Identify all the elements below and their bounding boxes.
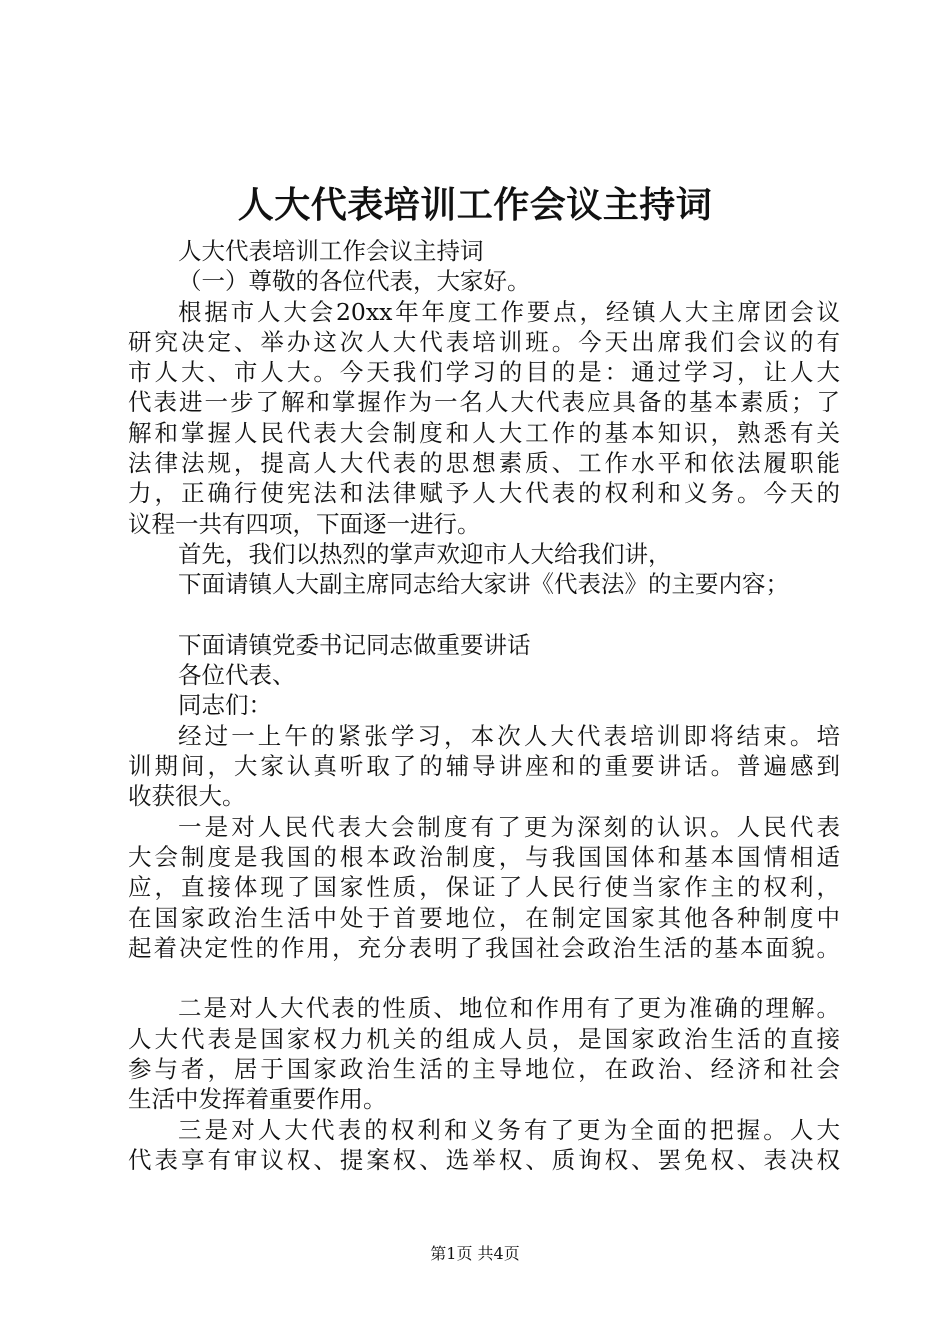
body-line: 大会制度是我国的根本政治制度，与我国国体和基本国情相适 [128, 842, 840, 871]
body-line: （一）尊敬的各位代表，大家好。 [178, 267, 531, 296]
body-line: 一是对人民代表大会制度有了更为深刻的认识。人民代表 [178, 812, 840, 841]
body-line: 人大代表培训工作会议主持词 [178, 237, 484, 265]
body-line: 各位代表、 [178, 661, 296, 690]
body-line: 首先，我们以热烈的掌声欢迎市人大给我们讲， [178, 539, 672, 568]
body-line: 下面请镇人大副主席同志给大家讲《代表法》的主要内容； [178, 570, 789, 599]
body-line: 应，直接体现了国家性质，保证了人民行使当家作主的权利， [128, 873, 840, 902]
body-line: 三是对人大代表的权利和义务有了更为全面的把握。人大 [178, 1115, 840, 1144]
body-line: 根据市人大会20xx年年度工作要点，经镇人大主席团会议 [178, 297, 840, 326]
blank-line [128, 963, 840, 993]
document-title: 人大代表培训工作会议主持词 [237, 184, 713, 226]
body-line: 解和掌握人民代表大会制度和人大工作的基本知识，熟悉有关 [128, 418, 840, 447]
blank-line [128, 600, 840, 630]
body-line: 下面请镇党委书记同志做重要讲话 [178, 630, 531, 659]
body-line: 参与者，居于国家政治生活的主导地位，在政治、经济和社会 [128, 1055, 840, 1084]
body-line: 代表享有审议权、提案权、选举权、质询权、罢免权、表决权 [128, 1145, 840, 1174]
body-line: 二是对人大代表的性质、地位和作用有了更为准确的理解。 [178, 994, 840, 1023]
document-body [128, 236, 840, 1175]
body-line: 市人大、市人大。今天我们学习的目的是：通过学习，让人大 [128, 358, 840, 387]
body-line: 议程一共有四项，下面逐一进行。 [128, 509, 481, 538]
body-line: 收获很大。 [128, 782, 246, 811]
body-line: 同志们： [178, 691, 272, 720]
body-line: 人大代表是国家权力机关的组成人员，是国家政治生活的直接 [128, 1024, 840, 1053]
body-line: 在国家政治生活中处于首要地位，在制定国家其他各种制度中 [128, 903, 840, 932]
body-line: 经过一上午的紧张学习，本次人大代表培训即将结束。培 [178, 721, 840, 750]
body-line: 起着决定性的作用，充分表明了我国社会政治生活的基本面貌。 [128, 933, 840, 962]
body-line: 生活中发挥着重要作用。 [128, 1085, 387, 1114]
body-line: 代表进一步了解和掌握作为一名人大代表应具备的基本素质；了 [128, 388, 840, 417]
body-line: 训期间，大家认真听取了的辅导讲座和的重要讲话。普遍感到 [128, 752, 840, 781]
body-line: 力，正确行使宪法和法律赋予人大代表的权利和义务。今天的 [128, 479, 840, 508]
body-line: 法律法规，提高人大代表的思想素质、工作水平和依法履职能 [128, 449, 840, 478]
page-number-footer: 第1页 共4页 [430, 1244, 520, 1263]
body-line: 研究决定、举办这次人大代表培训班。今天出席我们会议的有 [128, 327, 840, 356]
